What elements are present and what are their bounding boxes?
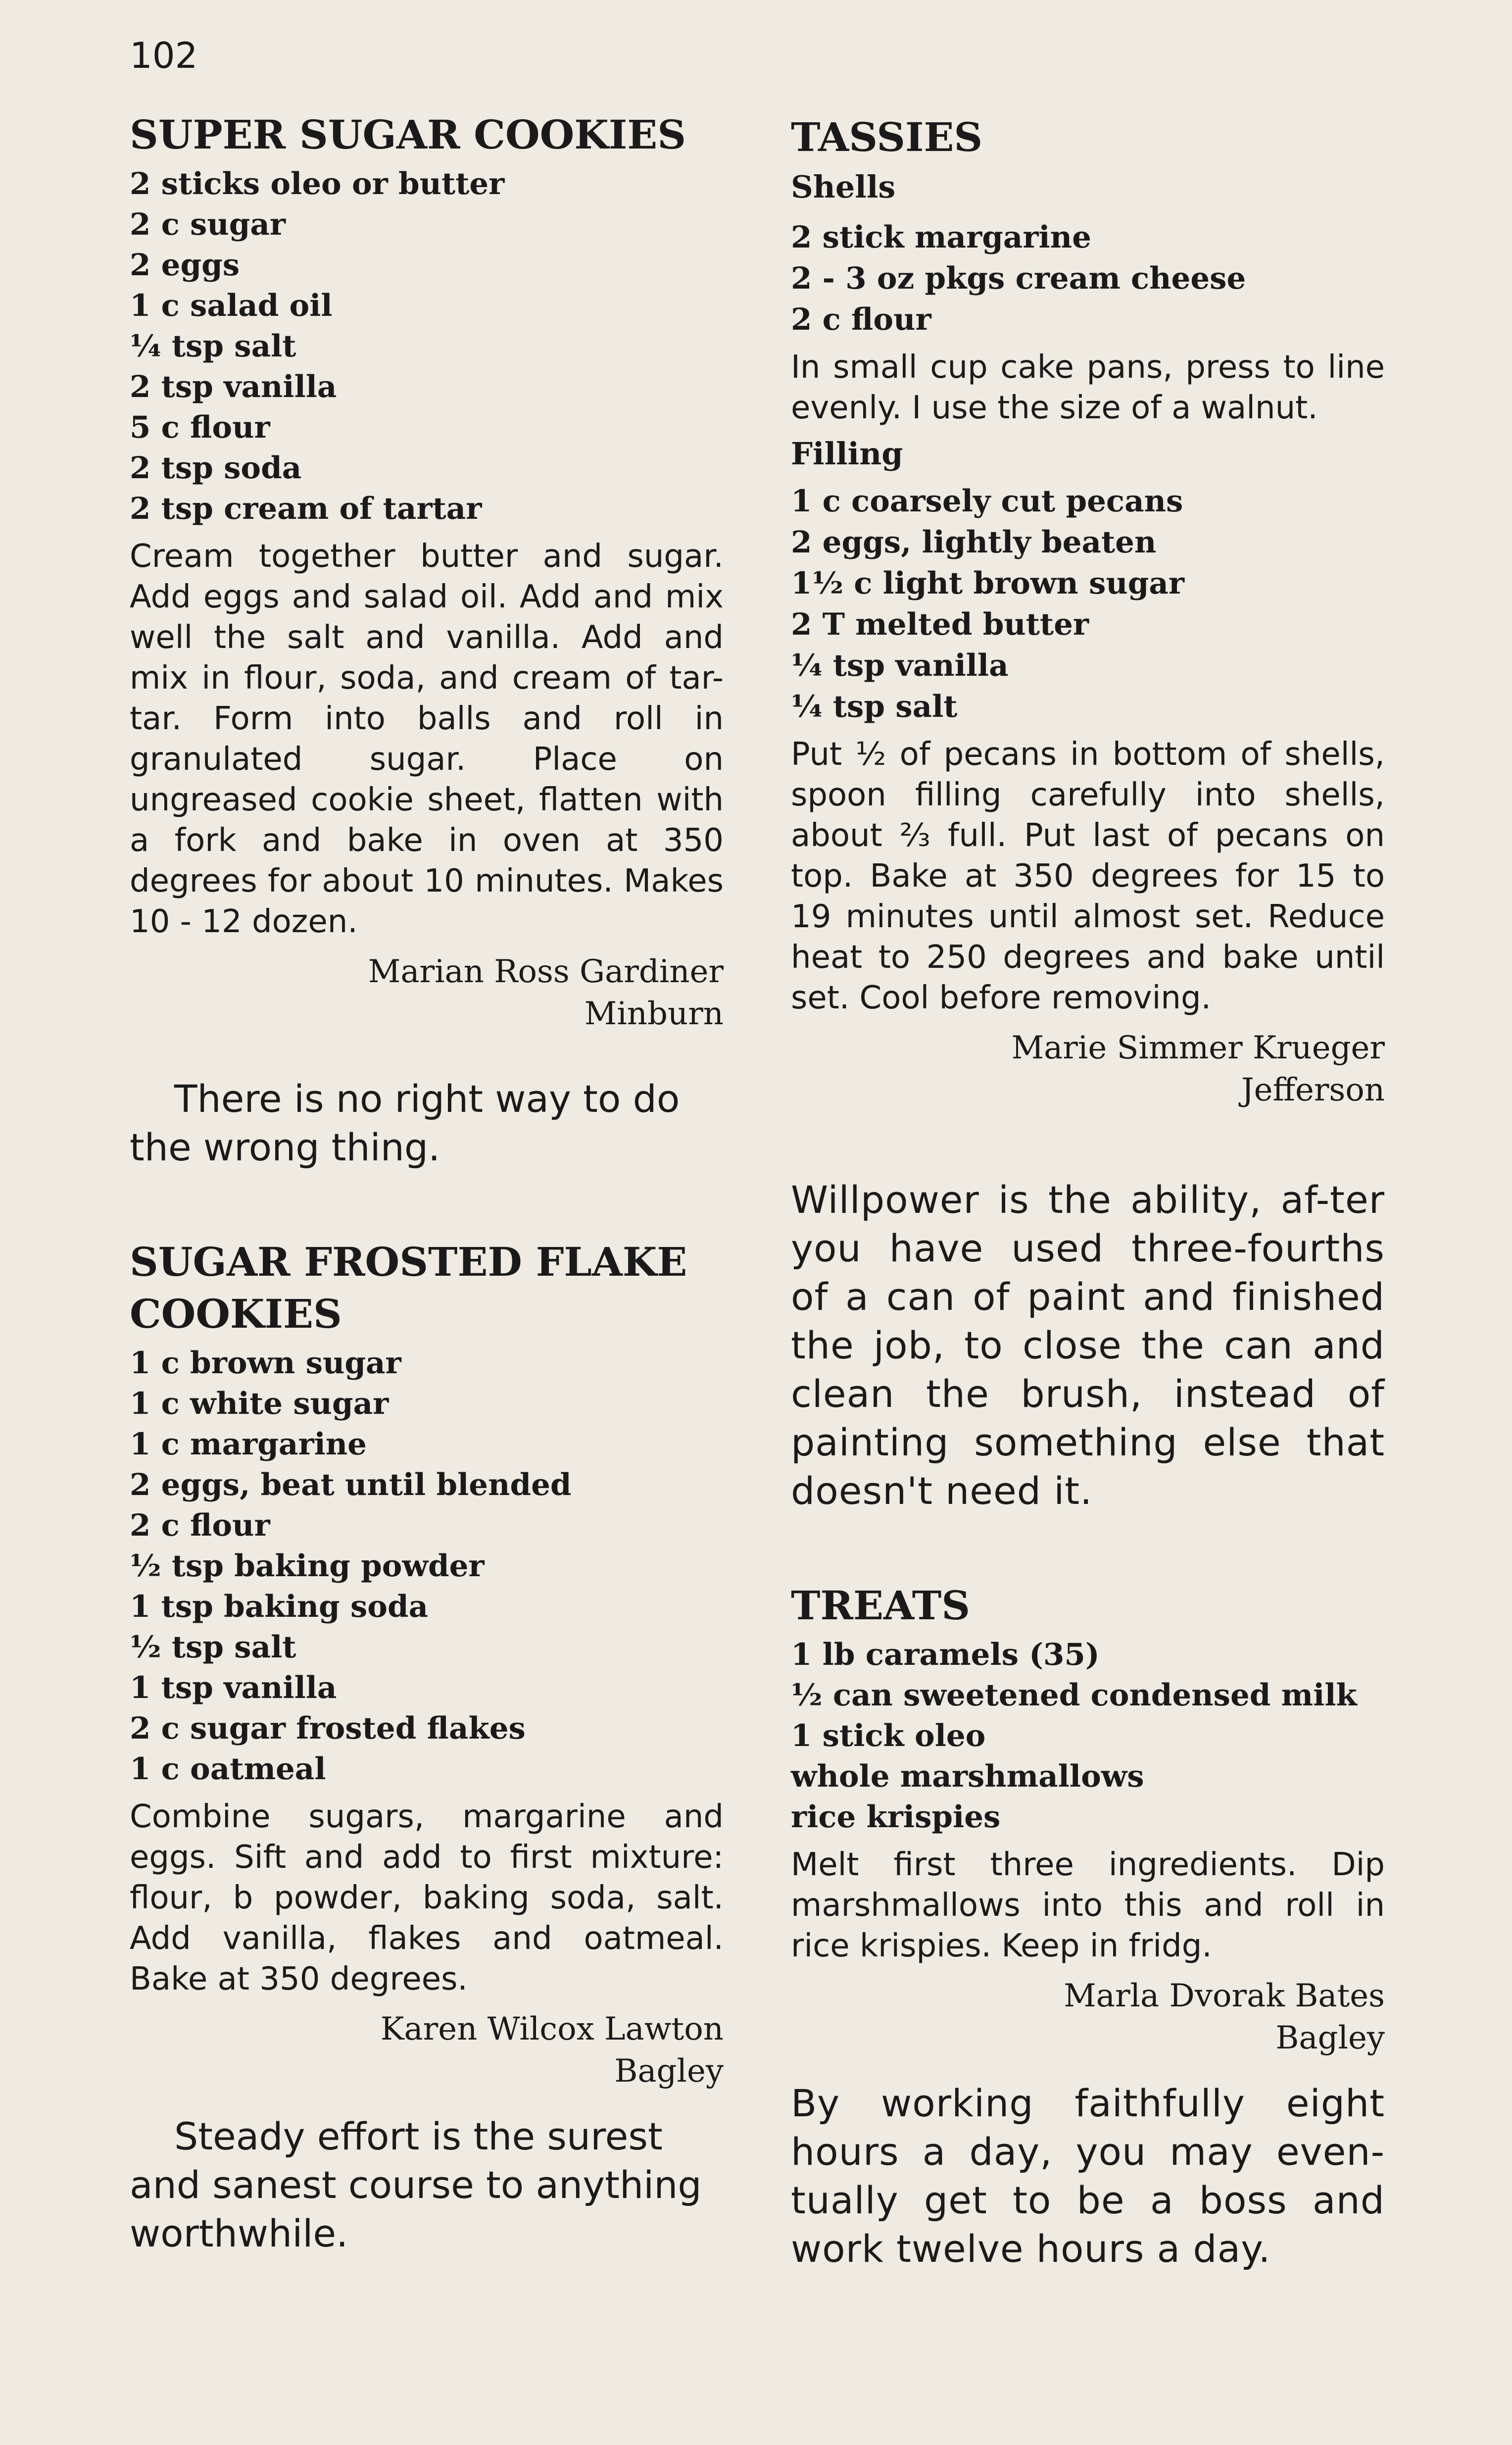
ingredient-item: 1 tsp baking soda (130, 1589, 429, 1624)
quote-text: There is no right way to do the wrong thing. (130, 1077, 680, 1169)
ingredient-list (791, 1635, 1385, 1838)
ingredient-list (130, 164, 724, 529)
ingredient-item: rice krispies (791, 1799, 1001, 1835)
recipe-directions: Put ½ of pecans in bottom of shells, spoon filling carefully into shells, about ⅔ full. Put last of pecans on top. Bake at 350 degrees for 15 to 19 minutes until almost set. Reduce heat to 250 degrees and bake until set. Cool before removing. (791, 736, 1385, 1016)
ingredient-item: 2 c flour (791, 302, 931, 337)
recipe-directions: In small cup cake pans, press to line evenly. I use the size of a walnut. (791, 349, 1385, 426)
ingredient-item: 1 c salad oil (130, 288, 333, 323)
ingredient-item: whole marshmallows (791, 1759, 1144, 1794)
recipe-sugar-frosted-flake-cookies (130, 1236, 724, 2093)
ingredient-item: 2 eggs (130, 248, 240, 283)
ingredient-item: 2 eggs, lightly beaten (791, 525, 1157, 560)
ingredient-item: 2 T melted butter (791, 607, 1089, 642)
recipe-credit (130, 2008, 724, 2093)
author-town: Jefferson (1241, 1072, 1385, 1108)
recipe-credit (130, 951, 724, 1035)
author-name: Marie Simmer Krueger (1011, 1030, 1385, 1066)
page-number: 102 (130, 35, 198, 76)
ingredient-item: 2 tsp soda (130, 450, 302, 486)
recipe-credit (791, 1975, 1385, 2059)
ingredient-item: 1 tsp vanilla (130, 1670, 337, 1705)
recipe-title: SUPER SUGAR COOKIES (130, 111, 686, 158)
ingredient-item: 1 c brown sugar (130, 1346, 401, 1381)
recipe-super-sugar-cookies (130, 109, 724, 1035)
recipe-credit (791, 1027, 1385, 1111)
ingredient-item: 1 lb caramels (35) (791, 1637, 1100, 1672)
ingredient-item: 1 c coarsely cut pecans (791, 484, 1183, 519)
ingredient-item: 2 - 3 oz pkgs cream cheese (791, 261, 1246, 296)
author-town: Bagley (614, 2053, 724, 2090)
ingredient-list (791, 481, 1385, 727)
quote (130, 1075, 724, 1172)
ingredient-item: ¼ tsp salt (130, 329, 296, 364)
ingredient-item: ¼ tsp salt (791, 689, 958, 724)
ingredient-item: 1 c margarine (130, 1427, 367, 1462)
recipe-title: SUGAR FROSTED FLAKE COOKIES (130, 1239, 687, 1337)
ingredient-item: 2 stick margarine (791, 220, 1091, 255)
recipe-directions: Combine sugars, margarine and eggs. Sift and add to first mixture: flour, b powder, baking soda, salt. Add vanilla, flakes and oatmeal. Bake at 350 degrees. (130, 1798, 724, 1997)
right-column (791, 111, 1385, 2273)
section-label: Filling (791, 436, 903, 472)
ingredient-item: ½ can sweetened condensed milk (791, 1678, 1357, 1713)
quote-text: Steady effort is the surest and sanest course to anything worthwhile. (130, 2114, 702, 2255)
author-name: Marla Dvorak Bates (1064, 1978, 1385, 2014)
author-name: Marian Ross Gardiner (368, 953, 724, 990)
left-column (130, 109, 724, 2258)
ingredient-item: 2 eggs, beat until blended (130, 1467, 572, 1502)
ingredient-item: 1 stick oleo (791, 1718, 986, 1753)
ingredient-item: ¼ tsp vanilla (791, 648, 1009, 683)
ingredient-item: ½ tsp salt (130, 1630, 296, 1665)
author-name: Karen Wilcox Lawton (380, 2011, 724, 2047)
ingredient-item: 2 c sugar frosted flakes (130, 1711, 526, 1746)
recipe-title: TREATS (791, 1582, 970, 1629)
ingredient-item: ½ tsp baking powder (130, 1548, 485, 1584)
ingredient-item: 1½ c light brown sugar (791, 566, 1185, 601)
ingredient-list (791, 217, 1385, 340)
ingredient-item: 2 tsp cream of tartar (130, 491, 482, 526)
ingredient-item: 1 c white sugar (130, 1386, 389, 1421)
recipe-directions: Cream together butter and sugar. Add eggs and salad oil. Add and mix well the salt and vanilla. Add and mix in flour, soda, and cream of tar-tar. Form into balls and roll in granulated sugar. Place on ungreased cookie sheet, flatten with a fork and bake in oven at 350 degrees for about 10 minutes. Makes 10 - 12 dozen. (130, 538, 724, 940)
ingredient-item: 2 tsp vanilla (130, 369, 337, 404)
quote: Willpower is the ability, af-ter you have used three-fourths of a can of paint and finished the job, to close the can and clean the brush, instead of painting something else that doesn't need it. (791, 1178, 1385, 1513)
quote: By working faithfully eight hours a day, you may even-tually get to be a boss and work twelve hours a day. (791, 2081, 1385, 2271)
author-town: Bagley (1275, 2020, 1385, 2056)
recipe-directions: Melt first three ingredients. Dip marshmallows into this and roll in rice krispies. Keep in fridg. (791, 1846, 1385, 1964)
quote (130, 2112, 724, 2258)
ingredient-item: 1 c oatmeal (130, 1751, 326, 1787)
section-label: Shells (791, 169, 896, 205)
ingredient-item: 2 c flour (130, 1508, 270, 1543)
ingredient-list (130, 1343, 724, 1790)
author-town: Minburn (584, 996, 724, 1032)
recipe-treats (791, 1580, 1385, 2059)
recipe-title: TASSIES (791, 114, 983, 160)
recipe-tassies (791, 111, 1385, 1111)
ingredient-item: 2 sticks oleo or butter (130, 166, 505, 201)
ingredient-item: 5 c flour (130, 410, 270, 445)
ingredient-item: 2 c sugar (130, 207, 286, 242)
